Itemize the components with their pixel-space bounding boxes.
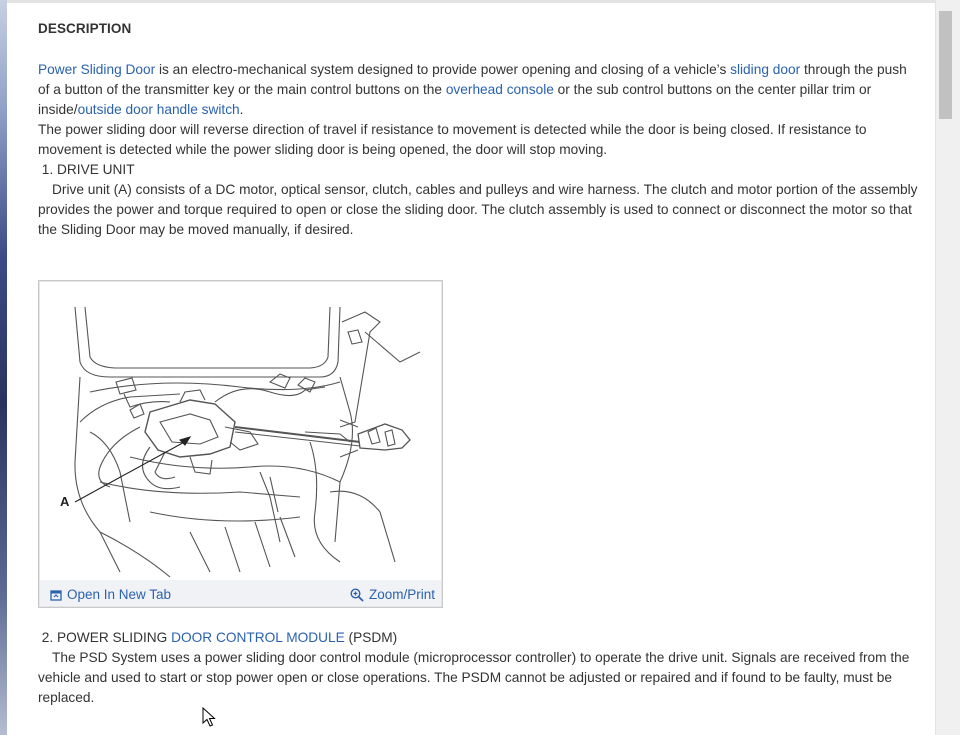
psdm-body: The PSD System uses a power sliding door control module (microprocessor controller) to operate the drive unit. Signals are received from the vehicle and used to start or stop power open or close operations. The PSDM cannot be adjusted or repaired and if found to be faulty, must be replaced. (38, 650, 910, 705)
zoom-icon (350, 588, 364, 602)
drive-unit-title: 1. DRIVE UNIT (38, 162, 135, 177)
scrollbar-thumb[interactable] (939, 11, 952, 119)
drive-unit-illustration[interactable] (40, 282, 441, 580)
overhead-console-link[interactable]: overhead console (445, 82, 554, 97)
intro-paragraph: Power Sliding Door is an electro-mechanical system designed to provide power opening and closing of a vehicle’s sliding door through the push of a button of the transmitter key or the main control buttons on the overhead console or the sub control buttons on the center pillar trim or inside/outside door handle switch. (38, 62, 907, 117)
open-in-new-tab-label: Open In New Tab (67, 587, 172, 602)
mouse-cursor-icon (202, 707, 216, 727)
reverse-paragraph: The power sliding door will reverse direction of travel if resistance to movement is detected while the door is being closed. If resistance to movement is detected while the power sliding door is being opened, the door will stop moving. (38, 122, 867, 157)
zoom-print-button[interactable] (350, 585, 435, 605)
open-in-new-tab-button[interactable] (50, 585, 171, 605)
section-heading: DESCRIPTION (38, 21, 132, 36)
psdm-title: 2. POWER SLIDING DOOR CONTROL MODULE (PSDM) (38, 630, 398, 645)
open-new-tab-icon (50, 589, 62, 601)
drive-unit-figure (38, 280, 443, 608)
document-panel (7, 0, 935, 735)
callout-label-a: A (60, 494, 70, 509)
drive-unit-body: Drive unit (A) consists of a DC motor, optical sensor, clutch, cables and pulleys and wire harness. The clutch and motor portion of the assembly provides the power and torque required to open or close the sliding door. The clutch assembly is used to connect or disconnect the motor so that the Sliding Door may be moved manually, if desired. (38, 182, 918, 237)
power-sliding-door-link[interactable]: Power Sliding Door (38, 62, 156, 77)
figure-toolbar (40, 580, 441, 606)
sliding-door-link[interactable]: sliding door (730, 62, 801, 77)
panel-top-border (7, 0, 935, 3)
vertical-scrollbar[interactable] (935, 0, 960, 735)
zoom-print-label: Zoom/Print (368, 587, 435, 602)
outside-door-handle-switch-link[interactable]: outside door handle switch (77, 102, 240, 117)
desktop-edge (0, 0, 7, 735)
door-control-module-link[interactable]: DOOR CONTROL MODULE (171, 630, 345, 645)
